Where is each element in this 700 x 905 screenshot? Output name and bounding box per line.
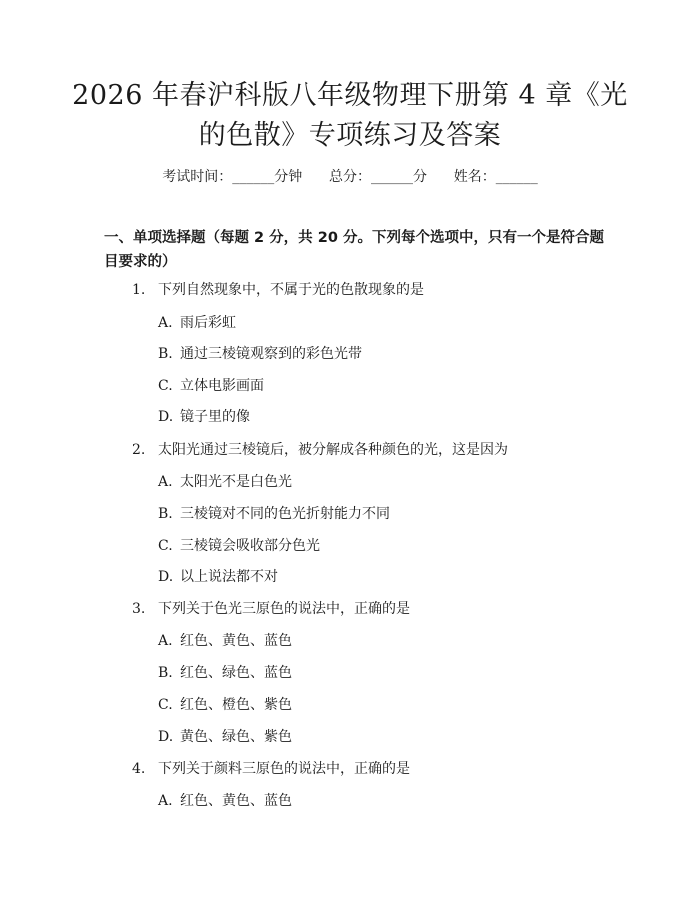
option-text: 镜子里的像 <box>180 409 250 425</box>
question-4 <box>132 758 410 780</box>
option-2b <box>158 503 390 525</box>
option-3a <box>158 630 292 652</box>
question-number: 4. <box>132 761 146 777</box>
title-line-2: 的色散》专项练习及答案 <box>198 120 502 151</box>
question-2 <box>132 439 508 461</box>
title-line-1: 2026 年春沪科版八年级物理下册第 4 章《光 <box>72 80 628 111</box>
option-text: 红色、黄色、蓝色 <box>180 793 292 809</box>
option-3d <box>158 726 292 748</box>
question-number: 1. <box>132 282 146 298</box>
option-1d <box>158 406 250 428</box>
option-letter: B. <box>158 506 173 522</box>
exam-info-line: 考试时间：______分钟 总分：______分 姓名：______ <box>162 169 538 185</box>
question-text: 下列关于颜料三原色的说法中，正确的是 <box>158 761 410 777</box>
option-text: 红色、黄色、蓝色 <box>180 633 292 649</box>
option-letter: A. <box>158 315 173 331</box>
option-letter: C. <box>158 697 173 713</box>
option-text: 红色、橙色、紫色 <box>180 697 292 713</box>
option-text: 以上说法都不对 <box>180 569 278 585</box>
section-heading: 一、单项选择题（每题 2 分，共 20 分。下列每个选项中，只有一个是符合题目要求的） <box>104 230 604 270</box>
option-letter: D. <box>158 409 174 425</box>
option-3b <box>158 662 292 684</box>
question-3 <box>132 598 410 620</box>
question-number: 2. <box>132 442 146 458</box>
option-3c <box>158 694 292 716</box>
option-text: 黄色、绿色、紫色 <box>180 729 292 745</box>
option-letter: A. <box>158 633 173 649</box>
question-number: 3. <box>132 601 146 617</box>
option-4a <box>158 790 292 812</box>
option-letter: A. <box>158 474 173 490</box>
question-1 <box>132 279 424 301</box>
option-text: 通过三棱镜观察到的彩色光带 <box>180 346 362 362</box>
option-letter: D. <box>158 729 174 745</box>
option-letter: D. <box>158 569 174 585</box>
option-2d <box>158 566 278 588</box>
option-2c <box>158 535 320 557</box>
option-text: 太阳光不是白色光 <box>180 474 292 490</box>
option-letter: A. <box>158 793 173 809</box>
option-1b <box>158 343 362 365</box>
option-1a <box>158 312 236 334</box>
option-text: 立体电影画面 <box>180 378 264 394</box>
option-1c <box>158 375 264 397</box>
option-letter: B. <box>158 665 173 681</box>
document-title <box>60 76 640 156</box>
option-letter: C. <box>158 378 173 394</box>
option-text: 红色、绿色、蓝色 <box>180 665 292 681</box>
option-text: 三棱镜会吸收部分色光 <box>180 538 320 554</box>
option-text: 三棱镜对不同的色光折射能力不同 <box>180 506 390 522</box>
question-text: 下列关于色光三原色的说法中，正确的是 <box>158 601 410 617</box>
question-text: 下列自然现象中，不属于光的色散现象的是 <box>158 282 424 298</box>
option-2a <box>158 471 292 493</box>
option-letter: C. <box>158 538 173 554</box>
option-text: 雨后彩虹 <box>180 315 236 331</box>
question-text: 太阳光通过三棱镜后，被分解成各种颜色的光，这是因为 <box>158 442 508 458</box>
option-letter: B. <box>158 346 173 362</box>
